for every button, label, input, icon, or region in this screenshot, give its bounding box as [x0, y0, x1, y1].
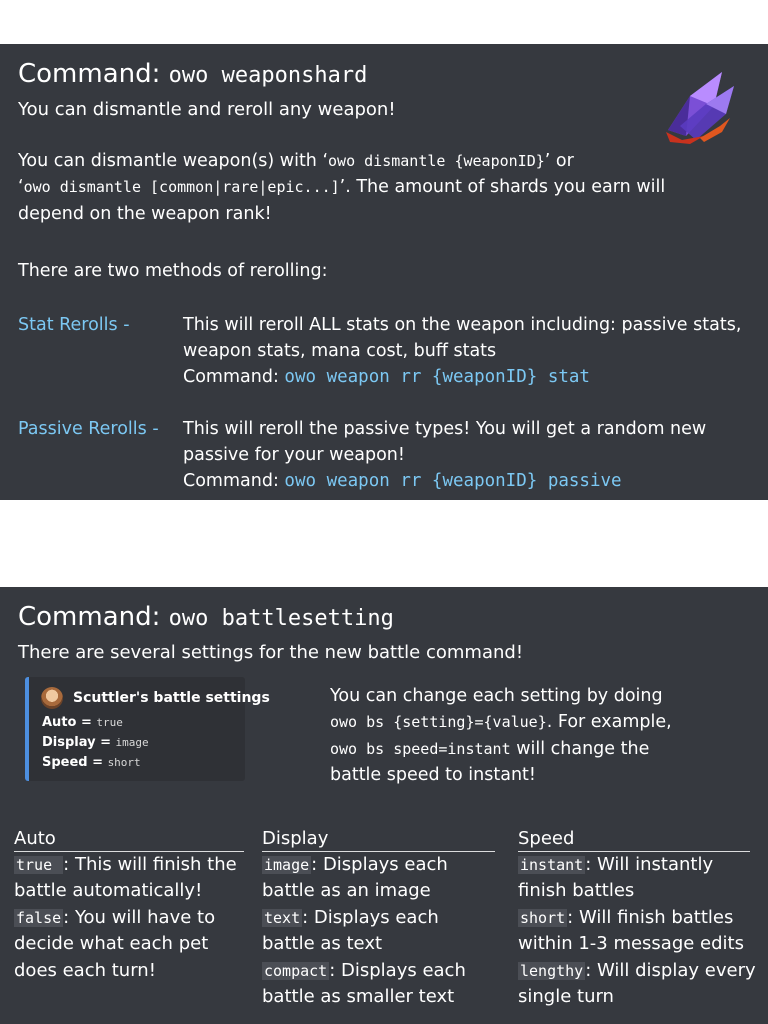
help-line-1: You can change each setting by doing: [330, 686, 663, 706]
tag-compact: compact: [264, 962, 328, 980]
stat-rerolls-label: Stat Rerolls -: [18, 315, 130, 335]
battlesetting-panel: [0, 587, 768, 1024]
stat-rerolls-command: Command: owo weapon rr {weaponID} stat: [183, 367, 590, 387]
weaponshard-panel: [0, 44, 768, 500]
display-compact-line-2: battle as smaller text: [262, 986, 455, 1007]
tag-true: true: [16, 856, 62, 874]
dismantle-code-1: owo dismantle {weaponID}: [328, 152, 545, 170]
help-line-2: owo bs {setting}={value}. For example,: [330, 712, 672, 732]
passive-rerolls-desc-2: passive for your weapon!: [183, 445, 405, 465]
dismantle-code-2: owo dismantle [common|rare|epic...]: [23, 178, 340, 196]
tag-instant: instant: [520, 856, 584, 874]
speed-instant-line-2: finish battles: [518, 880, 635, 901]
methods-intro: There are two methods of rerolling:: [18, 261, 328, 281]
embed-title: Scuttler's battle settings: [73, 690, 270, 706]
speed-lengthy-line-2: single turn: [518, 986, 614, 1007]
title-prefix: Command:: [18, 59, 161, 89]
speed-instant-line: instant : Will instantly: [520, 854, 714, 875]
speed-lengthy-line: lengthy : Will display every: [520, 960, 756, 981]
title-command: owo weaponshard: [168, 63, 368, 88]
battle-settings-embed: [25, 677, 270, 781]
passive-rerolls-code: owo weapon rr {weaponID} passive: [284, 471, 622, 491]
tag-false: false: [16, 909, 62, 927]
auto-false-line: false : You will have to: [16, 907, 216, 928]
dismantle-line-1: You can dismantle weapon(s) with ‘owo dismantle {weaponID}’ or: [18, 151, 574, 171]
passive-rerolls-label: Passive Rerolls -: [18, 419, 159, 439]
speed-short-line-2: within 1-3 message edits: [518, 933, 744, 954]
column-header-display: Display: [262, 827, 495, 852]
column-header-auto: Auto: [14, 827, 244, 852]
stat-rerolls-desc-2: weapon stats, mana cost, buff stats: [183, 341, 497, 361]
stat-rerolls-code: owo weapon rr {weaponID} stat: [284, 367, 590, 387]
display-compact-line: compact : Displays each: [264, 960, 466, 981]
column-header-speed: Speed: [518, 827, 750, 852]
display-text-line: text : Displays each: [264, 907, 439, 928]
help-line-4: battle speed to instant!: [330, 765, 536, 785]
embed-row-auto: Auto = true: [42, 715, 123, 730]
display-image-line-2: battle as an image: [262, 880, 431, 901]
weaponshard-subtitle: You can dismantle and reroll any weapon!: [18, 99, 396, 120]
auto-true-line: true : This will finish the: [16, 854, 237, 875]
crystal-shard-icon: [660, 66, 740, 146]
embed-row-display: Display = image: [42, 735, 149, 750]
weaponshard-title: [18, 58, 367, 92]
battlesetting-subtitle: There are several settings for the new battle command!: [18, 642, 524, 663]
title-prefix: Command:: [18, 602, 161, 632]
tag-lengthy: lengthy: [520, 962, 584, 980]
title-command: owo battlesetting: [168, 606, 394, 631]
passive-rerolls-command: Command: owo weapon rr {weaponID} passive: [183, 471, 622, 491]
stat-rerolls-desc-1: This will reroll ALL stats on the weapon including: passive stats,: [183, 315, 742, 335]
tag-short: short: [520, 909, 566, 927]
passive-rerolls-desc-1: This will reroll the passive types! You will get a random new: [183, 419, 707, 439]
auto-false-line-3: does each turn!: [14, 960, 156, 981]
display-text-line-2: battle as text: [262, 933, 383, 954]
avatar: [41, 687, 63, 709]
help-line-3: owo bs speed=instant will change the: [330, 739, 650, 759]
tag-text: text: [264, 909, 301, 927]
embed-row-speed: Speed = short: [42, 755, 141, 770]
dismantle-line-2: ‘owo dismantle [common|rare|epic...]’. The amount of shards you earn will: [18, 177, 666, 197]
dismantle-line-3: depend on the weapon rank!: [18, 204, 272, 224]
auto-true-line-2: battle automatically!: [14, 880, 203, 901]
display-image-line: image : Displays each: [264, 854, 448, 875]
battlesetting-title: [18, 601, 394, 635]
speed-short-line: short : Will finish battles: [520, 907, 734, 928]
tag-image: image: [264, 856, 310, 874]
auto-false-line-2: decide what each pet: [14, 933, 209, 954]
